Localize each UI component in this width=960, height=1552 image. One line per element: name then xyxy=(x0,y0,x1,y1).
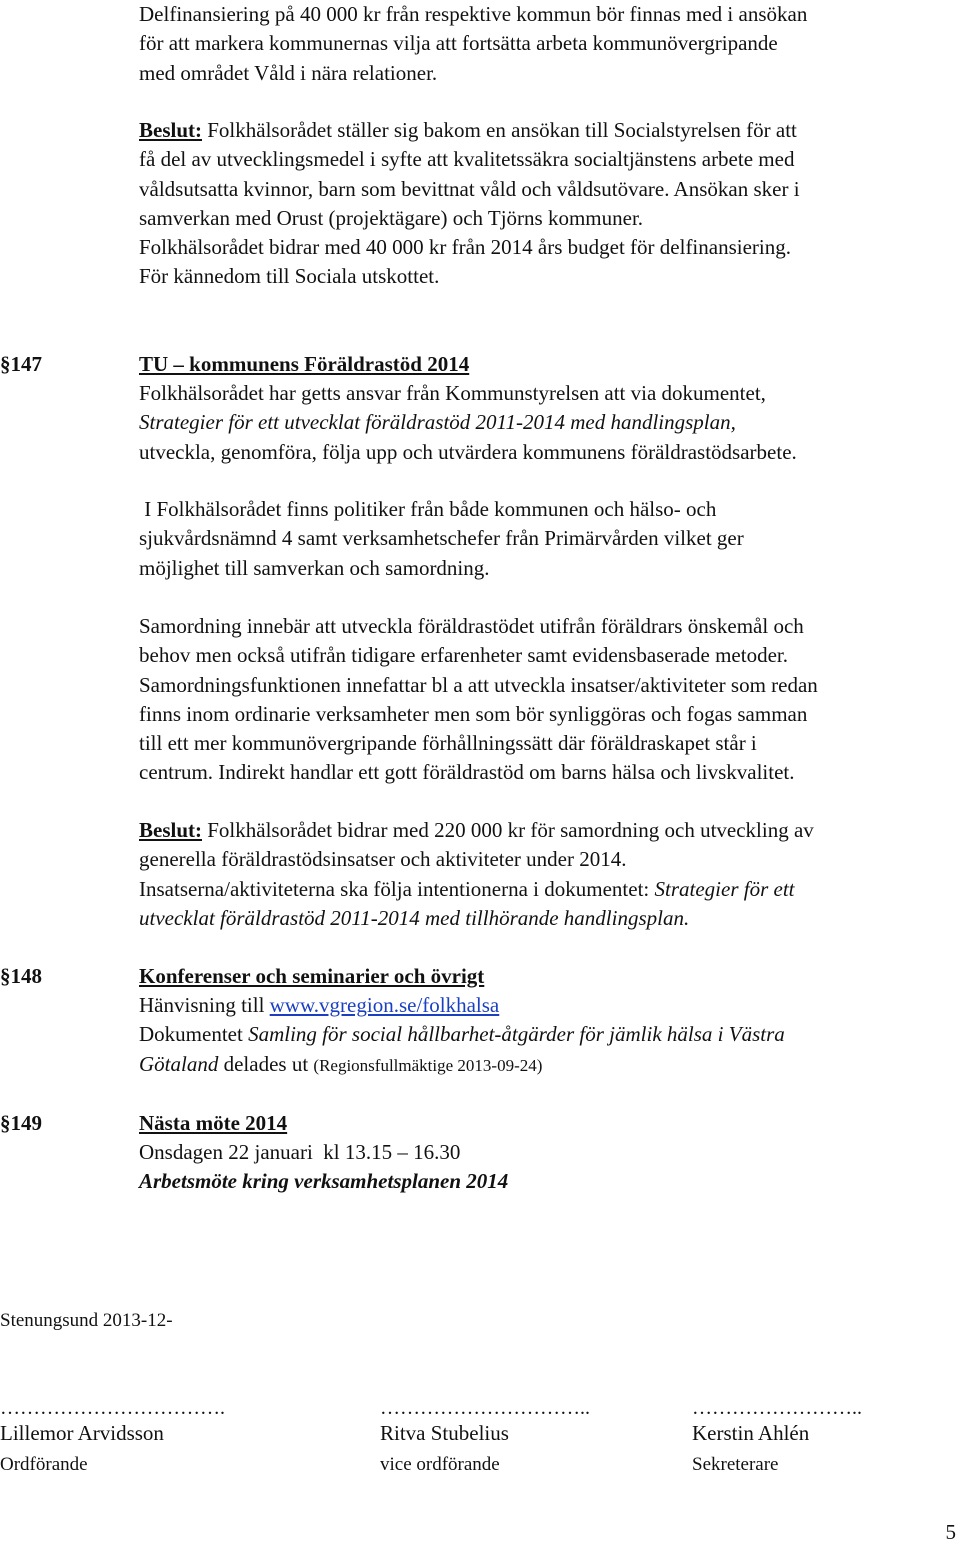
document-title: Strategier för ett utvecklat föräldrastöd 2011-2014 med handlingsplan, xyxy=(139,410,736,435)
document-title: Götaland xyxy=(139,1051,219,1076)
section-147-paragraph-1 xyxy=(139,379,957,467)
text-line: för att markera kommunernas vilja att fortsätta arbeta kommunövergripande xyxy=(139,31,778,56)
text-line: delades ut xyxy=(218,1051,314,1076)
section-148-body xyxy=(139,991,957,1080)
signatory-role: Ordförande xyxy=(0,1454,88,1475)
text-line: med området Våld i nära relationer. xyxy=(139,60,438,85)
text-line: Dokumentet xyxy=(139,1022,249,1047)
text-line: finns inom ordinarie verksamheter men som bör synliggöras och fogas samman xyxy=(139,701,808,726)
intro-paragraph xyxy=(139,0,957,88)
text-line: Folkhälsorådet ställer sig bakom en ansökan till Socialstyrelsen för att xyxy=(202,118,797,142)
page-number: 5 xyxy=(945,1520,956,1544)
place-date: Stenungsund 2013-12- xyxy=(0,1310,173,1331)
text-line: samverkan med Orust (projektägare) och Tjörns kommuner. xyxy=(139,205,644,230)
section-147-paragraph-3 xyxy=(139,612,957,788)
text-line: få del av utvecklingsmedel i syfte att kvalitetssäkra socialtjänstens arbete med xyxy=(139,147,795,172)
signature-line: …………………….. xyxy=(692,1397,862,1419)
decision-label: Beslut: xyxy=(139,818,202,842)
text-line: Delfinansiering på 40 000 kr från respektive kommun bör finnas med i ansökan xyxy=(139,2,808,26)
text-line: generella föräldrastödsinsatser och aktiviteter under 2014. xyxy=(139,847,627,872)
decision-paragraph xyxy=(139,116,957,292)
meeting-date: Onsdagen 22 januari kl 13.15 – 16.30 xyxy=(139,1140,461,1164)
document-title: Samling för social hållbarhet-åtgärder för jämlik hälsa i Västra xyxy=(248,1022,785,1047)
text-line: Hänvisning till xyxy=(139,993,270,1017)
text-line: För kännedom till Sociala utskottet. xyxy=(139,264,440,289)
section-number: §148 xyxy=(0,964,42,988)
text-line: I Folkhälsorådet finns politiker från både kommunen och hälso- och xyxy=(139,497,717,521)
signatory-role: Sekreterare xyxy=(692,1454,779,1475)
text-line: utveckla, genomföra, följa upp och utvärdera kommunens föräldrastödsarbete. xyxy=(139,439,797,464)
signatory-name: Kerstin Ahlén xyxy=(692,1421,810,1445)
text-line: Samordning innebär att utveckla föräldrastödet utifrån föräldrars önskemål och xyxy=(139,614,804,638)
text-line: centrum. Indirekt handlar ett gott föräldrastöd om barns hälsa och livskvalitet. xyxy=(139,760,795,785)
signatory-name: Ritva Stubelius xyxy=(380,1421,509,1445)
reference-note: (Regionsfullmäktige 2013-09-24) xyxy=(313,1055,543,1075)
document-title: Strategier för ett xyxy=(654,876,795,901)
section-title: Konferenser och seminarier och övrigt xyxy=(139,964,485,988)
text-line: Folkhälsorådet bidrar med 220 000 kr för samordning och utveckling av xyxy=(202,818,814,842)
section-147-decision xyxy=(139,816,957,933)
vgregion-link[interactable]: www.vgregion.se/folkhalsa xyxy=(269,993,500,1017)
signatory-name: Lillemor Arvidsson xyxy=(0,1421,164,1445)
section-title: TU – kommunens Föräldrastöd 2014 xyxy=(139,352,470,376)
section-number: §147 xyxy=(0,352,42,376)
decision-label: Beslut: xyxy=(139,118,202,142)
section-number: §149 xyxy=(0,1111,42,1135)
signature-line: ……………………………. xyxy=(0,1397,225,1419)
section-149-body xyxy=(139,1138,957,1197)
text-line: Insatserna/aktiviteterna ska följa intentionerna i dokumentet: xyxy=(139,876,655,901)
section-title: Nästa möte 2014 xyxy=(139,1111,288,1135)
text-line: Samordningsfunktionen innefattar bl a att utveckla insatser/aktiviteter som redan xyxy=(139,672,818,697)
text-line: våldsutsatta kvinnor, barn som bevittnat våld och våldsutövare. Ansökan sker i xyxy=(139,176,800,201)
text-line: till ett mer kommunövergripande förhållningssätt där föräldraskapet står i xyxy=(139,731,757,756)
text-line: behov men också utifrån tidigare erfarenheter samt evidensbaserade metoder. xyxy=(139,643,788,668)
text-line: sjukvårdsnämnd 4 samt verksamhetschefer från Primärvården vilket ger xyxy=(139,526,744,551)
signature-line: ………………………….. xyxy=(380,1397,590,1419)
signatory-role: vice ordförande xyxy=(380,1454,500,1475)
text-line: möjlighet till samverkan och samordning. xyxy=(139,555,490,580)
text-line: Folkhälsorådet bidrar med 40 000 kr från 2014 års budget för delfinansiering. xyxy=(139,235,791,260)
section-147-paragraph-2 xyxy=(139,495,957,583)
document-title: utvecklat föräldrastöd 2011-2014 med tillhörande handlingsplan. xyxy=(139,905,690,930)
meeting-agenda: Arbetsmöte kring verksamhetsplanen 2014 xyxy=(139,1169,509,1194)
text-line: Folkhälsorådet har getts ansvar från Kommunstyrelsen att via dokumentet, xyxy=(139,381,766,405)
